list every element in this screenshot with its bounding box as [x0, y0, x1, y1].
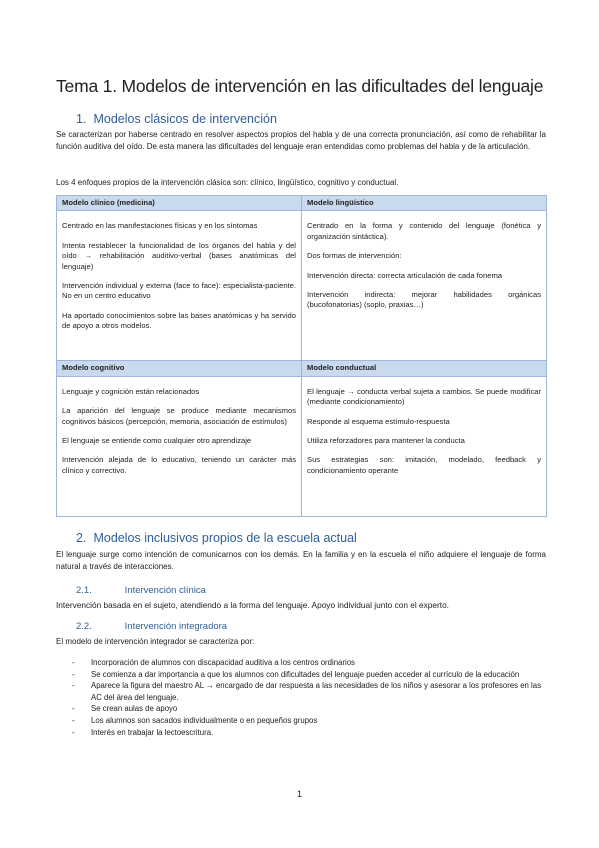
cell-clinico: [57, 211, 302, 361]
list-item-text: Interés en trabajar la lectoescritura.: [91, 727, 214, 737]
section-1-title: Modelos clásicos de intervención: [93, 112, 277, 126]
list-item: Responde al esquema estímulo-respuesta: [307, 416, 450, 426]
bullet-marker: -: [72, 727, 75, 737]
list-item: La aparición del lenguaje se produce mediante mecanismos cognitivos básicos (percepción, memoria, asociación de estímulos): [62, 406, 296, 426]
section-2-paragraph: El lenguaje surge como intención de comunicarnos con los demás. En la familia y en la escuela el niño adquiere el lenguaje de forma natural a través de interacciones.: [56, 550, 546, 571]
list-item: [72, 727, 548, 739]
bullet-marker: -: [72, 704, 75, 714]
list-item: Intervención indirecta: mejorar habilidades orgánicas (bucofonatorias) (soplo, praxias…): [307, 290, 541, 310]
table-row: [57, 376, 547, 516]
section-2-heading: [76, 531, 357, 545]
bullet-marker: -: [72, 669, 75, 679]
header-clinico: Modelo clínico (medicina): [57, 196, 302, 211]
subsection-2-1-paragraph: Intervención basada en el sujeto, atendiendo a la forma del lenguaje. Apoyo individual junto con el experto.: [56, 600, 449, 610]
list-item: [72, 669, 548, 681]
cell-cognitivo: [57, 376, 302, 516]
subsection-2-1-heading: [76, 585, 206, 596]
list-item: Dos formas de intervención:: [307, 251, 402, 261]
models-table: [56, 195, 547, 517]
table-row: [57, 211, 547, 361]
table-header-row: [57, 361, 547, 376]
subsection-2-2-heading: [76, 621, 227, 632]
cell-conductual: [302, 376, 547, 516]
section-1-heading: [76, 112, 277, 126]
list-item-text: Se crean aulas de apoyo: [91, 704, 178, 714]
list-item: Sus estrategias son: imitación, modelado, feedback y condicionamiento operante: [307, 455, 541, 475]
document-title: Tema 1. Modelos de intervención en las dificultades del lenguaje: [56, 76, 544, 96]
list-item: Intervención directa: correcta articulación de cada fonema: [307, 270, 503, 280]
list-item: El lenguaje → conducta verbal sujeta a cambios. Se puede modificar (mediante condicionamiento): [307, 386, 541, 407]
list-item: Intervención alejada de lo educativo, teniendo un carácter más clínico y correctivo.: [62, 455, 296, 475]
list-item-text: Incorporación de alumnos con discapacidad auditiva a los centros ordinarios: [91, 658, 355, 667]
list-item: [72, 703, 548, 715]
bullet-marker: -: [72, 715, 75, 725]
subsection-2-1-number: 2.1.: [76, 585, 92, 596]
list-item: Centrado en la forma y contenido del lenguaje (fonética y organización sintáctica).: [307, 221, 541, 241]
list-item: Lenguaje y cognición están relacionados: [62, 386, 200, 396]
bullet-marker: -: [72, 681, 75, 691]
list-item: El lenguaje se entiende como cualquier otro aprendizaje: [62, 436, 252, 446]
section-1-paragraph-2: Los 4 enfoques propios de la intervención clásica son: clínico, lingüístico, cognitivo y conductual.: [56, 178, 399, 187]
list-item: Utiliza reforzadores para mantener la conducta: [307, 436, 465, 446]
section-1-number: 1.: [76, 112, 87, 126]
list-item: [72, 657, 548, 669]
section-2-number: 2.: [76, 531, 87, 545]
list-item: Intenta restablecer la funcionalidad de los órganos del habla y del oído → rehabilitación auditivo-verbal (bases anatómicas del lenguaje): [62, 240, 296, 271]
page-number: 1: [296, 789, 302, 799]
list-item-text: Se comienza a dar importancia a que los alumnos con dificultades del lenguaje pueden acceder al currículo de la educación: [91, 669, 520, 679]
header-conductual: Modelo conductual: [302, 361, 547, 376]
list-item: [72, 680, 548, 703]
integrator-features-list: [72, 657, 548, 738]
bullet-marker: -: [72, 658, 75, 667]
subsection-2-2-number: 2.2.: [76, 621, 92, 632]
section-2-title: Modelos inclusivos propios de la escuela actual: [93, 531, 357, 545]
subsection-2-2-title: Intervención integradora: [124, 621, 228, 632]
subsection-2-1-title: Intervención clínica: [124, 585, 206, 596]
header-linguistico: Modelo lingüístico: [302, 196, 547, 211]
list-item-text: Aparece la figura del maestro AL → encargado de dar respuesta a las necesidades de los niños y asesorar a los profesores en las AC del área del lenguaje.: [91, 681, 542, 702]
table-header-row: [57, 196, 547, 211]
list-item-text: Los alumnos son sacados individualmente o en pequeños grupos: [91, 715, 318, 725]
list-item: Ha aportado conocimientos sobre las bases anatómicas y ha servido de apoyo a otros modelos.: [62, 310, 296, 331]
header-cognitivo: Modelo cognitivo: [57, 361, 302, 376]
list-item: [72, 715, 548, 727]
list-item: Intervención individual y externa (face to face): especialista-paciente. No en un centro educativo: [62, 281, 296, 301]
cell-linguistico: [302, 211, 547, 361]
section-1-paragraph-1: Se caracterizan por haberse centrado en resolver aspectos propios del habla y de una correcta pronunciación, así como de rehabilitar la función auditiva del oído. De esta manera las dificultades del lenguaje eran entendidas como problemas del habla y de la articulación.: [56, 130, 546, 151]
list-item: Centrado en las manifestaciones físicas y en los síntomas: [62, 221, 258, 231]
subsection-2-2-paragraph: El modelo de intervención integrador se caracteriza por:: [56, 637, 255, 646]
